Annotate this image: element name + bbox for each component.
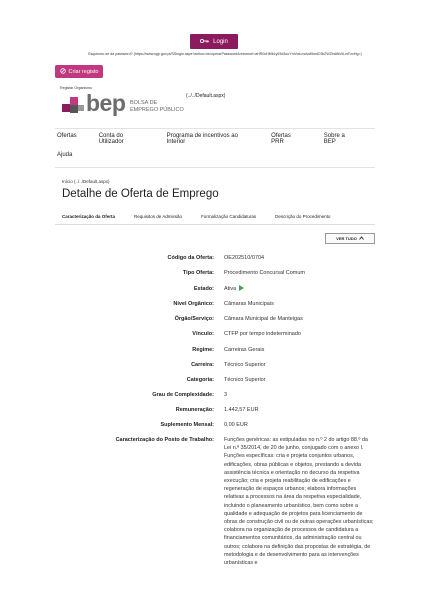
field-label: Regime:: [192, 347, 214, 353]
caracterizacao-text: [224, 436, 376, 567]
registar-organismo-link[interactable]: Registar Organismo: [60, 86, 92, 90]
field-value: Procedimento Concursal Comum: [224, 270, 306, 276]
field-value: Técnico Superior: [224, 362, 266, 368]
field-value: Câmara Municipal de Manteigas: [224, 316, 303, 322]
login-button[interactable]: [190, 34, 238, 49]
field-label: Estado:: [193, 286, 214, 292]
field-label: Remuneração:: [175, 407, 214, 413]
field-label: Categoria:: [186, 377, 214, 383]
criar-registo-label: Criar registo: [68, 68, 99, 75]
caracterizacao-paragraph-2: Funções específicas: cria e projeta conjuntos urbanos, edificações, obras públicas e objetos, prestando a devida assistência técnica e orientação no decurso da respetiva execução; cria e projeta reabilitação de edificações e regeneração de espaços urbanos; elabora informações relativas a processos na área da respetiva especialidade, incluindo o planeamento urbanístico, bem como sobre a qualidade e adequação de projetos para licenciamento de obras de construção civil ou de outras operações urbanísticas; colabora na organização de processos de candidatura a financiamentos comunitários, da administração central ou outros; colabora na definição das propostas de estratégia, de metodologia e de desenvolvimento para as intervenções urbanísticas e: [224, 453, 374, 567]
logo-text: bep: [86, 90, 126, 116]
key-icon: [200, 38, 209, 46]
main-nav: [55, 128, 375, 168]
field-value: 1.442,57 EUR: [224, 407, 259, 413]
field-value: 0,00 EUR: [224, 422, 248, 428]
field-label: Suplemento Mensal:: [160, 422, 214, 428]
nav-item-sobre[interactable]: Sobre a BEP: [323, 133, 345, 145]
logo-sub-2: EMPREGO PÚBLICO: [130, 107, 184, 113]
field-value: Carreiras Gerais: [224, 347, 265, 353]
bep-logo[interactable]: [62, 90, 192, 117]
tab-caracterizacao[interactable]: Caracterização da Oferta: [62, 214, 116, 219]
nav-item-ofertas-prr[interactable]: Ofertas PRR: [271, 133, 291, 145]
tab-requisitos[interactable]: Requisitos de Admissão: [134, 214, 183, 219]
nav-item-programa[interactable]: Programa de incentivos ao Interior: [166, 133, 238, 145]
nav-item-ajuda[interactable]: Ajuda: [57, 152, 73, 158]
logo-home-link[interactable]: (../../Default.aspx): [186, 93, 226, 99]
breadcrumb[interactable]: Início (../../Default.aspx): [62, 179, 110, 184]
criar-registo-button[interactable]: [55, 65, 103, 78]
tab-descricao[interactable]: Descrição do Procedimento: [275, 214, 331, 219]
field-label: Grau de Complexidade:: [152, 392, 214, 398]
field-label: Carreira:: [191, 362, 214, 368]
status-text: Ativa: [224, 286, 237, 292]
field-label: Nível Orgânico:: [173, 301, 214, 307]
nav-item-ofertas[interactable]: Ofertas: [57, 133, 77, 139]
forgot-password-link[interactable]: Esqueceu-se da password? (https://www.sgp.gov.pt/SSlogin.aspx?action=recuperarPassword&returnurl=aHR0cHM6Ly93d3cuYmVwLmdvdi5wdC9kZWZhdWx0LmFzcHg=): [88, 52, 362, 56]
caracterizacao-paragraph-1: Funções genéricas: as estipuladas no n.º 2 do artigo 88.º da Lei n.º 35/2014, de 20 de junho, conjugado com o anexo I.: [224, 437, 368, 452]
field-label: Tipo Oferta:: [182, 270, 214, 276]
field-label: Código da Oferta:: [167, 255, 214, 261]
field-value: 3: [224, 392, 228, 398]
field-value: CTFP por tempo indeterminado: [224, 331, 301, 337]
play-arrow-icon: [239, 285, 244, 291]
page-title: Detalhe de Oferta de Emprego: [62, 188, 219, 200]
nav-item-conta[interactable]: Conta do Utilizador: [98, 133, 124, 145]
login-label: Login: [213, 38, 228, 45]
nav-divider-top: [55, 128, 375, 129]
tab-divider: [55, 224, 375, 225]
field-value: Câmaras Municipais: [224, 301, 274, 307]
field-label: Caracterização do Posto de Trabalho:: [115, 437, 214, 443]
field-value-status: [224, 285, 376, 293]
bep-logo-mark: [62, 93, 192, 117]
tab-formalizacao[interactable]: Formalização Candidaturas: [201, 214, 257, 219]
ver-tudo-button[interactable]: [325, 233, 375, 244]
nav-divider-bottom: [55, 167, 375, 168]
field-label: Vínculo:: [192, 331, 214, 337]
logo-sub-1: BOLSA DE: [130, 100, 158, 106]
chevron-up-icon: [359, 236, 364, 241]
field-value: OE202510/0704: [224, 255, 265, 261]
field-value: Técnico Superior: [224, 377, 266, 383]
tab-bar: [62, 214, 382, 219]
ver-tudo-label: VER TUDO: [336, 236, 357, 241]
ban-icon: [60, 68, 66, 76]
field-label: Órgão/Serviço:: [174, 316, 214, 322]
